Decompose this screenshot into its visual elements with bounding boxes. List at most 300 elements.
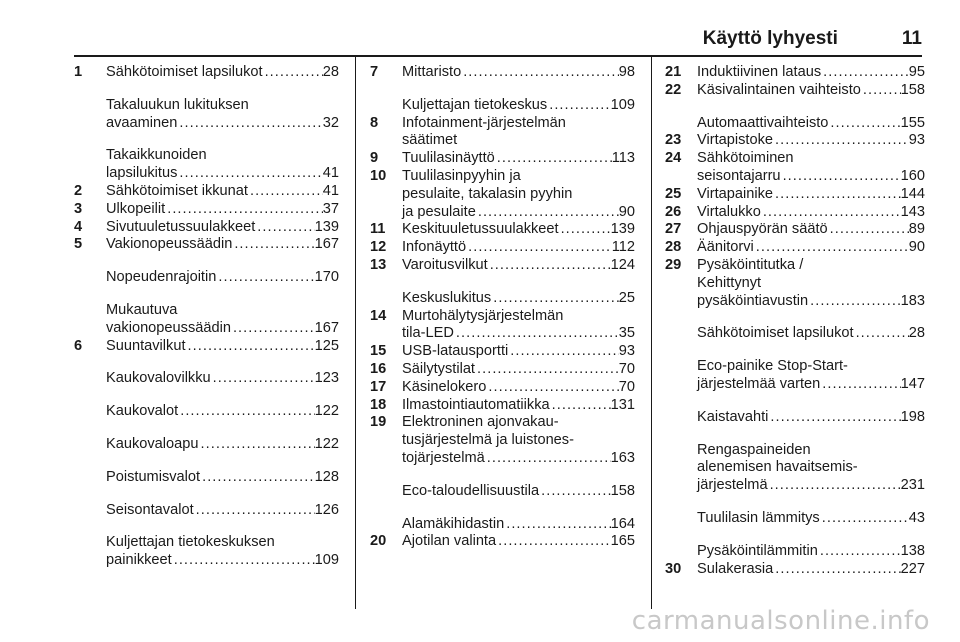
entry-page-ref: 112 bbox=[611, 239, 635, 256]
entry-text: Suuntavilkut bbox=[106, 337, 186, 354]
entry-number: 12 bbox=[370, 239, 387, 256]
index-entry bbox=[370, 414, 635, 467]
entry-text: järjestelmää varten bbox=[697, 375, 821, 392]
entry-number bbox=[665, 325, 697, 343]
entry-body bbox=[402, 308, 635, 344]
entry-text: Eco-painike Stop-Start- bbox=[697, 358, 848, 375]
entry-page-ref: 37 bbox=[322, 200, 339, 217]
entry-text: Poistumisvalot bbox=[106, 468, 201, 485]
dot-leader bbox=[820, 510, 909, 528]
entry-body bbox=[697, 115, 925, 133]
entry-body bbox=[106, 269, 339, 287]
entry-text: Takaikkunoiden bbox=[106, 147, 207, 164]
dot-leader bbox=[495, 150, 612, 168]
dot-leader bbox=[488, 257, 611, 275]
entry-page-ref: 89 bbox=[908, 221, 925, 238]
index-entry bbox=[74, 269, 339, 287]
index-entry bbox=[74, 534, 339, 570]
dot-leader bbox=[200, 469, 315, 487]
index-entry bbox=[370, 257, 635, 275]
entry-page-ref: 90 bbox=[908, 239, 925, 256]
entry-text: Äänitorvi bbox=[697, 239, 754, 256]
entry-body bbox=[106, 403, 339, 421]
entry-page-ref: 70 bbox=[618, 360, 635, 377]
entry-number bbox=[74, 302, 106, 338]
dot-leader bbox=[539, 483, 611, 501]
entry-text: Sivutuuletussuulakkeet bbox=[106, 218, 256, 235]
entry-last-line bbox=[402, 290, 635, 308]
index-entry bbox=[665, 510, 925, 528]
entry-number: 1 bbox=[74, 64, 83, 80]
dot-leader bbox=[861, 82, 901, 100]
entry-page-ref: 158 bbox=[900, 81, 925, 98]
entry-last-line bbox=[106, 64, 339, 82]
entry-text: Infotainment-järjestelmän bbox=[402, 114, 566, 131]
page-header bbox=[0, 28, 922, 50]
entry-page-ref: 167 bbox=[314, 319, 339, 336]
entry-last-line bbox=[402, 483, 635, 501]
entry-number: 10 bbox=[370, 167, 387, 184]
entry-body bbox=[106, 64, 339, 82]
entry-number bbox=[665, 442, 697, 495]
entry-number: 29 bbox=[665, 256, 682, 273]
entry-text: Ilmastointiautomatiikka bbox=[402, 396, 550, 413]
entry-body bbox=[697, 239, 925, 257]
entry-text: Tuulilasinpyyhin ja bbox=[402, 167, 521, 184]
entry-text: Elektroninen ajonvakau- bbox=[402, 414, 559, 431]
dot-leader bbox=[485, 450, 611, 468]
entry-body bbox=[697, 561, 925, 579]
index-entry bbox=[665, 358, 925, 394]
entry-last-line bbox=[697, 64, 925, 82]
entry-text: Mittaristo bbox=[402, 64, 462, 80]
entry-number bbox=[74, 269, 106, 287]
entry-last-line bbox=[697, 561, 925, 579]
entry-text: Induktiivinen lataus bbox=[697, 64, 822, 80]
entry-text: Automaattivaihteisto bbox=[697, 114, 829, 131]
entry-body bbox=[402, 343, 635, 361]
entry-page-ref: 124 bbox=[610, 256, 635, 273]
entry-body bbox=[697, 510, 925, 528]
entry-text: Kuljettajan tietokeskus bbox=[402, 96, 548, 113]
entry-text: Seisontavalot bbox=[106, 501, 194, 518]
dot-leader bbox=[232, 236, 314, 254]
entry-number bbox=[74, 403, 106, 421]
entry-page-ref: 41 bbox=[322, 182, 339, 199]
index-column-3 bbox=[665, 64, 925, 578]
entry-body bbox=[106, 183, 339, 201]
entry-number: 3 bbox=[74, 200, 83, 217]
entry-text: Nopeudenrajoitin bbox=[106, 269, 217, 286]
entry-page-ref: 25 bbox=[618, 289, 635, 306]
entry-last-line bbox=[106, 201, 339, 219]
entry-body bbox=[402, 516, 635, 534]
entry-number: 15 bbox=[370, 343, 387, 360]
index-entry bbox=[370, 397, 635, 415]
dot-leader bbox=[508, 343, 619, 361]
entry-number: 21 bbox=[665, 64, 682, 80]
entry-number: 7 bbox=[370, 64, 379, 80]
entry-last-line bbox=[402, 361, 635, 379]
entry-body bbox=[402, 257, 635, 275]
entry-last-line bbox=[402, 379, 635, 397]
entry-last-line bbox=[697, 204, 925, 222]
entry-text: Alamäkihidastin bbox=[402, 515, 505, 532]
entry-last-line bbox=[402, 239, 635, 257]
entry-body bbox=[402, 115, 635, 151]
entry-last-line bbox=[402, 97, 635, 115]
entry-text: Kehittynyt bbox=[697, 274, 762, 291]
dot-leader bbox=[828, 115, 900, 133]
entry-page-ref: 139 bbox=[610, 221, 635, 238]
index-entry bbox=[74, 338, 339, 356]
entry-page-ref: 126 bbox=[314, 501, 339, 518]
entry-text: Infonäyttö bbox=[402, 239, 467, 256]
entry-page-ref: 113 bbox=[611, 150, 635, 167]
entry-text: säätimet bbox=[402, 132, 458, 149]
entry-text: tusjärjestelmä ja luistones- bbox=[402, 432, 574, 449]
entry-last-line bbox=[402, 397, 635, 415]
watermark: carmanualsonline.info bbox=[631, 606, 930, 636]
entry-page-ref: 128 bbox=[314, 468, 339, 485]
entry-page-ref: 122 bbox=[314, 435, 339, 452]
entry-text: Käsivalintainen vaihteisto bbox=[697, 81, 861, 98]
entry-page-ref: 93 bbox=[908, 132, 925, 149]
entry-number bbox=[665, 115, 697, 133]
dot-leader bbox=[177, 165, 322, 183]
entry-text: Kaistavahti bbox=[697, 408, 769, 425]
entry-last-line bbox=[697, 510, 925, 528]
entry-body bbox=[402, 97, 635, 115]
entry-last-line bbox=[106, 469, 339, 487]
index-entry bbox=[74, 147, 339, 183]
entry-page-ref: 32 bbox=[322, 114, 339, 131]
index-entry bbox=[665, 409, 925, 427]
entry-text: Keskituuletussuulakkeet bbox=[402, 221, 559, 238]
entry-text: tojärjestelmä bbox=[402, 449, 485, 466]
entry-body bbox=[402, 290, 635, 308]
entry-number: 22 bbox=[665, 81, 682, 98]
entry-number: 27 bbox=[665, 221, 682, 238]
index-entry bbox=[370, 308, 635, 344]
entry-text: Kaukovalovilkku bbox=[106, 370, 211, 387]
entry-last-line bbox=[402, 64, 635, 82]
entry-body bbox=[697, 358, 925, 394]
entry-text: painikkeet bbox=[106, 552, 172, 569]
dot-leader bbox=[808, 293, 901, 311]
entry-number: 28 bbox=[665, 239, 682, 256]
entry-body bbox=[697, 132, 925, 150]
entry-last-line bbox=[697, 325, 925, 343]
index-entry bbox=[74, 201, 339, 219]
entry-body bbox=[697, 543, 925, 561]
index-entry bbox=[370, 239, 635, 257]
dot-leader bbox=[466, 239, 612, 257]
dot-leader bbox=[820, 376, 900, 394]
entry-page-ref: 143 bbox=[900, 203, 925, 220]
entry-text: Pysäköintitutka / bbox=[697, 256, 804, 273]
index-entry bbox=[370, 533, 635, 551]
entry-page-ref: 198 bbox=[900, 408, 925, 425]
entry-text: Rengaspaineiden bbox=[697, 441, 811, 458]
entry-number bbox=[74, 370, 106, 388]
index-entry bbox=[665, 64, 925, 82]
entry-page-ref: 139 bbox=[314, 218, 339, 235]
index-entry bbox=[370, 115, 635, 151]
dot-leader bbox=[486, 379, 618, 397]
index-entry bbox=[370, 150, 635, 168]
index-entry bbox=[665, 239, 925, 257]
entry-body bbox=[402, 397, 635, 415]
entry-body bbox=[106, 201, 339, 219]
entry-text: Virtalukko bbox=[697, 203, 761, 220]
entry-number: 2 bbox=[74, 182, 83, 199]
index-entry bbox=[370, 97, 635, 115]
index-entry bbox=[665, 115, 925, 133]
entry-body bbox=[106, 338, 339, 356]
entry-body bbox=[697, 409, 925, 427]
index-entry bbox=[370, 361, 635, 379]
index-entry bbox=[665, 442, 925, 495]
entry-text: Ohjauspyörän säätö bbox=[697, 221, 828, 238]
dot-leader bbox=[216, 269, 314, 287]
entry-last-line bbox=[697, 376, 925, 394]
index-entry bbox=[370, 516, 635, 534]
entry-last-line bbox=[402, 516, 635, 534]
entry-number: 9 bbox=[370, 150, 379, 167]
entry-text: Säilytystilat bbox=[402, 360, 475, 377]
entry-number: 13 bbox=[370, 256, 387, 273]
entry-last-line bbox=[106, 183, 339, 201]
dot-leader bbox=[476, 204, 619, 222]
dot-leader bbox=[754, 239, 909, 257]
entry-text: tila-LED bbox=[402, 325, 454, 342]
index-entry bbox=[74, 502, 339, 520]
entry-number: 25 bbox=[665, 185, 682, 202]
dot-leader bbox=[496, 533, 611, 551]
entry-text: Mukautuva bbox=[106, 301, 178, 318]
entry-number bbox=[74, 534, 106, 570]
entry-body bbox=[106, 97, 339, 133]
entry-text: avaaminen bbox=[106, 114, 178, 131]
entry-last-line bbox=[106, 219, 339, 237]
entry-body bbox=[402, 533, 635, 551]
entry-text: Kuljettajan tietokeskuksen bbox=[106, 534, 275, 551]
index-entry bbox=[74, 370, 339, 388]
entry-last-line bbox=[697, 293, 925, 311]
entry-page-ref: 70 bbox=[618, 378, 635, 395]
header-rule bbox=[74, 55, 922, 57]
entry-body bbox=[106, 534, 339, 570]
entry-number: 11 bbox=[370, 221, 386, 238]
entry-number bbox=[665, 510, 697, 528]
entry-body bbox=[402, 168, 635, 221]
entry-body bbox=[697, 325, 925, 343]
entry-number: 5 bbox=[74, 236, 83, 253]
dot-leader bbox=[255, 219, 314, 237]
entry-body bbox=[402, 239, 635, 257]
entry-number: 8 bbox=[370, 114, 379, 131]
entry-text: Sähkötoimiset lapsilukot bbox=[697, 325, 854, 342]
index-entry bbox=[370, 64, 635, 82]
entry-text: lapsilukitus bbox=[106, 165, 178, 182]
entry-page-ref: 43 bbox=[908, 509, 925, 526]
index-entry bbox=[370, 379, 635, 397]
entry-last-line bbox=[106, 436, 339, 454]
index-entry bbox=[370, 343, 635, 361]
entry-page-ref: 90 bbox=[618, 203, 635, 220]
dot-leader bbox=[178, 403, 314, 421]
index-entry bbox=[74, 302, 339, 338]
entry-body bbox=[106, 502, 339, 520]
entry-last-line bbox=[697, 221, 925, 239]
index-column-1 bbox=[74, 64, 339, 570]
entry-text: Ulkopeilit bbox=[106, 200, 166, 217]
entry-page-ref: 35 bbox=[618, 325, 635, 342]
entry-text: USB-latausportti bbox=[402, 343, 509, 360]
entry-number bbox=[370, 516, 402, 534]
dot-leader bbox=[454, 325, 619, 343]
entry-body bbox=[697, 82, 925, 100]
index-entry bbox=[665, 257, 925, 310]
entry-body bbox=[402, 483, 635, 501]
entry-last-line bbox=[106, 236, 339, 254]
entry-text: Vakionopeussäädin bbox=[106, 236, 233, 253]
entry-text: Keskuslukitus bbox=[402, 289, 492, 306]
entry-body bbox=[697, 442, 925, 495]
entry-number: 6 bbox=[74, 337, 83, 354]
entry-number bbox=[74, 147, 106, 183]
entry-body bbox=[402, 221, 635, 239]
entry-page-ref: 125 bbox=[314, 337, 339, 354]
entry-body bbox=[106, 469, 339, 487]
entry-text: Virtapistoke bbox=[697, 132, 773, 149]
dot-leader bbox=[854, 325, 909, 343]
entry-body bbox=[106, 436, 339, 454]
index-entry bbox=[74, 97, 339, 133]
dot-leader bbox=[773, 132, 909, 150]
dot-leader bbox=[828, 221, 909, 239]
index-entry bbox=[665, 132, 925, 150]
entry-body bbox=[402, 361, 635, 379]
index-entry bbox=[370, 168, 635, 221]
entry-text: Tuulilasin lämmitys bbox=[697, 509, 820, 526]
index-entry bbox=[665, 186, 925, 204]
entry-number bbox=[74, 469, 106, 487]
index-entry bbox=[665, 543, 925, 561]
entry-last-line bbox=[697, 239, 925, 257]
entry-last-line bbox=[697, 82, 925, 100]
dot-leader bbox=[550, 397, 611, 415]
entry-last-line bbox=[106, 552, 339, 570]
entry-number: 14 bbox=[370, 307, 387, 324]
entry-page-ref: 28 bbox=[908, 325, 925, 342]
entry-text: Tuulilasinäyttö bbox=[402, 150, 495, 167]
dot-leader bbox=[231, 320, 315, 338]
entry-last-line bbox=[402, 150, 635, 168]
entry-last-line bbox=[402, 450, 635, 468]
entry-last-line bbox=[402, 204, 635, 222]
entry-text: alenemisen havaitsemis- bbox=[697, 459, 858, 476]
entry-page-ref: 158 bbox=[610, 482, 635, 499]
dot-leader bbox=[491, 290, 619, 308]
entry-body bbox=[697, 150, 925, 186]
entry-last-line bbox=[106, 370, 339, 388]
entry-page-ref: 109 bbox=[610, 96, 635, 113]
entry-number: 23 bbox=[665, 132, 682, 149]
entry-number bbox=[74, 97, 106, 133]
entry-page-ref: 95 bbox=[908, 64, 925, 80]
entry-text: Pysäköintilämmitin bbox=[697, 542, 818, 559]
dot-leader bbox=[248, 183, 323, 201]
entry-number: 17 bbox=[370, 378, 387, 395]
entry-last-line bbox=[402, 257, 635, 275]
entry-number bbox=[74, 436, 106, 454]
dot-leader bbox=[559, 221, 611, 239]
entry-body bbox=[697, 257, 925, 310]
column-divider bbox=[651, 57, 652, 609]
index-entry bbox=[370, 483, 635, 501]
dot-leader bbox=[504, 516, 610, 534]
entry-body bbox=[402, 414, 635, 467]
entry-page-ref: 183 bbox=[900, 292, 925, 309]
entry-body bbox=[106, 147, 339, 183]
entry-last-line bbox=[697, 409, 925, 427]
entry-number bbox=[370, 483, 402, 501]
page-title: Käyttö lyhyesti bbox=[702, 28, 838, 49]
entry-page-ref: 163 bbox=[610, 449, 635, 466]
entry-text: Sähkötoiminen bbox=[697, 150, 794, 167]
entry-last-line bbox=[697, 543, 925, 561]
index-entry bbox=[665, 150, 925, 186]
entry-last-line bbox=[106, 320, 339, 338]
entry-body bbox=[697, 221, 925, 239]
entry-text: Ajotilan valinta bbox=[402, 533, 497, 550]
entry-body bbox=[402, 379, 635, 397]
entry-text: järjestelmä bbox=[697, 477, 768, 494]
entry-number bbox=[370, 290, 402, 308]
entry-text: Käsinelokero bbox=[402, 378, 487, 395]
index-entry bbox=[74, 219, 339, 237]
entry-page-ref: 170 bbox=[314, 269, 339, 286]
entry-body bbox=[402, 64, 635, 82]
dot-leader bbox=[821, 64, 909, 82]
entry-last-line bbox=[697, 168, 925, 186]
entry-page-ref: 122 bbox=[314, 403, 339, 420]
entry-body bbox=[697, 186, 925, 204]
entry-number bbox=[665, 543, 697, 561]
index-entry bbox=[74, 236, 339, 254]
dot-leader bbox=[761, 204, 901, 222]
entry-text: Virtapainike bbox=[697, 185, 773, 202]
entry-text: Murtohälytysjärjestelmän bbox=[402, 307, 564, 324]
entry-last-line bbox=[697, 477, 925, 495]
entry-body bbox=[402, 150, 635, 168]
entry-page-ref: 28 bbox=[322, 64, 339, 80]
index-entry bbox=[74, 183, 339, 201]
dot-leader bbox=[194, 502, 315, 520]
column-divider bbox=[355, 57, 356, 609]
index-entry bbox=[665, 561, 925, 579]
dot-leader bbox=[818, 543, 901, 561]
entry-page-ref: 164 bbox=[610, 515, 635, 532]
entry-text: Sähkötoimiset ikkunat bbox=[106, 182, 248, 199]
dot-leader bbox=[177, 115, 322, 133]
dot-leader bbox=[475, 361, 619, 379]
entry-text: seisontajarru bbox=[697, 167, 781, 184]
index-entry bbox=[665, 204, 925, 222]
entry-body bbox=[106, 219, 339, 237]
